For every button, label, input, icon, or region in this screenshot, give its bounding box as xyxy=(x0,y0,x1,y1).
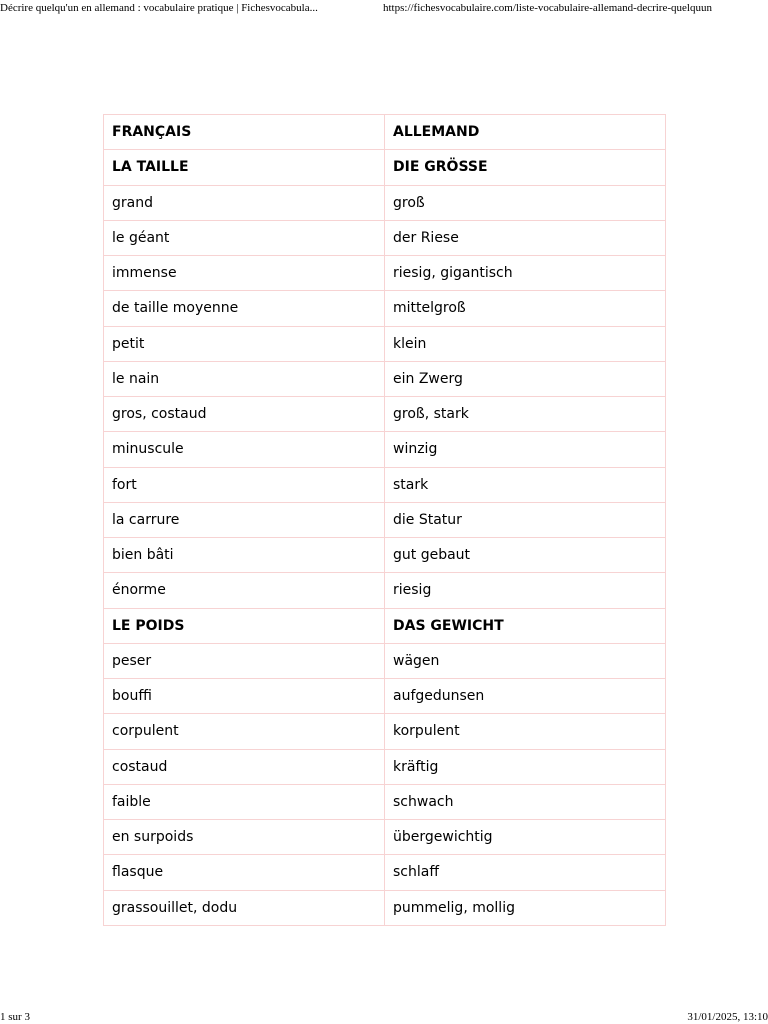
german-term: schwach xyxy=(385,784,666,819)
table-row xyxy=(104,397,666,432)
german-term: der Riese xyxy=(385,220,666,255)
table-heading-row xyxy=(104,115,666,150)
french-term: faible xyxy=(104,784,385,819)
french-term: énorme xyxy=(104,573,385,608)
table-row xyxy=(104,467,666,502)
table-row xyxy=(104,502,666,537)
german-term: riesig xyxy=(385,573,666,608)
table-row xyxy=(104,784,666,819)
table-row xyxy=(104,714,666,749)
french-term: costaud xyxy=(104,749,385,784)
page-url[interactable]: https://fichesvocabulaire.com/liste-vocabulaire-allemand-decrire-quelquun xyxy=(383,2,712,14)
table-row xyxy=(104,538,666,573)
table-row xyxy=(104,326,666,361)
table-row xyxy=(104,361,666,396)
french-term: bouffi xyxy=(104,679,385,714)
table-row xyxy=(104,820,666,855)
table-row xyxy=(104,256,666,291)
german-term: schlaff xyxy=(385,855,666,890)
french-term: bien bâti xyxy=(104,538,385,573)
french-term: petit xyxy=(104,326,385,361)
german-term: DIE GRÖSSE xyxy=(385,150,666,185)
french-term: immense xyxy=(104,256,385,291)
french-term: fort xyxy=(104,467,385,502)
table-row xyxy=(104,573,666,608)
french-term: la carrure xyxy=(104,502,385,537)
print-header xyxy=(0,0,768,20)
table-row xyxy=(104,749,666,784)
german-term: winzig xyxy=(385,432,666,467)
french-term: le nain xyxy=(104,361,385,396)
table-row xyxy=(104,291,666,326)
french-term: de taille moyenne xyxy=(104,291,385,326)
french-term: minuscule xyxy=(104,432,385,467)
german-term: ALLEMAND xyxy=(385,115,666,150)
print-date: 31/01/2025, 13:10 xyxy=(687,1011,768,1023)
french-term: LE POIDS xyxy=(104,608,385,643)
german-term: gut gebaut xyxy=(385,538,666,573)
german-term: pummelig, mollig xyxy=(385,890,666,925)
french-term: en surpoids xyxy=(104,820,385,855)
french-term: corpulent xyxy=(104,714,385,749)
french-term: grand xyxy=(104,185,385,220)
french-term: grassouillet, dodu xyxy=(104,890,385,925)
french-term: flasque xyxy=(104,855,385,890)
german-term: ein Zwerg xyxy=(385,361,666,396)
german-term: DAS GEWICHT xyxy=(385,608,666,643)
table-row xyxy=(104,220,666,255)
german-term: klein xyxy=(385,326,666,361)
vocabulary-table-body xyxy=(104,115,666,926)
german-term: aufgedunsen xyxy=(385,679,666,714)
french-term: FRANÇAIS xyxy=(104,115,385,150)
table-row xyxy=(104,185,666,220)
german-term: mittelgroß xyxy=(385,291,666,326)
french-term: le géant xyxy=(104,220,385,255)
french-term: gros, costaud xyxy=(104,397,385,432)
german-term: korpulent xyxy=(385,714,666,749)
french-term: peser xyxy=(104,643,385,678)
german-term: riesig, gigantisch xyxy=(385,256,666,291)
print-footer xyxy=(0,1010,768,1024)
german-term: stark xyxy=(385,467,666,502)
german-term: groß, stark xyxy=(385,397,666,432)
german-term: groß xyxy=(385,185,666,220)
german-term: die Statur xyxy=(385,502,666,537)
page-number: 1 sur 3 xyxy=(0,1011,30,1023)
german-term: kräftig xyxy=(385,749,666,784)
page-title: Décrire quelqu'un en allemand : vocabulaire pratique | Fichesvocabula... xyxy=(0,2,318,14)
french-term: LA TAILLE xyxy=(104,150,385,185)
table-row xyxy=(104,679,666,714)
table-row xyxy=(104,432,666,467)
table-heading-row xyxy=(104,608,666,643)
table-row xyxy=(104,855,666,890)
table-row xyxy=(104,890,666,925)
table-heading-row xyxy=(104,150,666,185)
german-term: wägen xyxy=(385,643,666,678)
table-row xyxy=(104,643,666,678)
german-term: übergewichtig xyxy=(385,820,666,855)
vocabulary-table xyxy=(103,114,666,926)
